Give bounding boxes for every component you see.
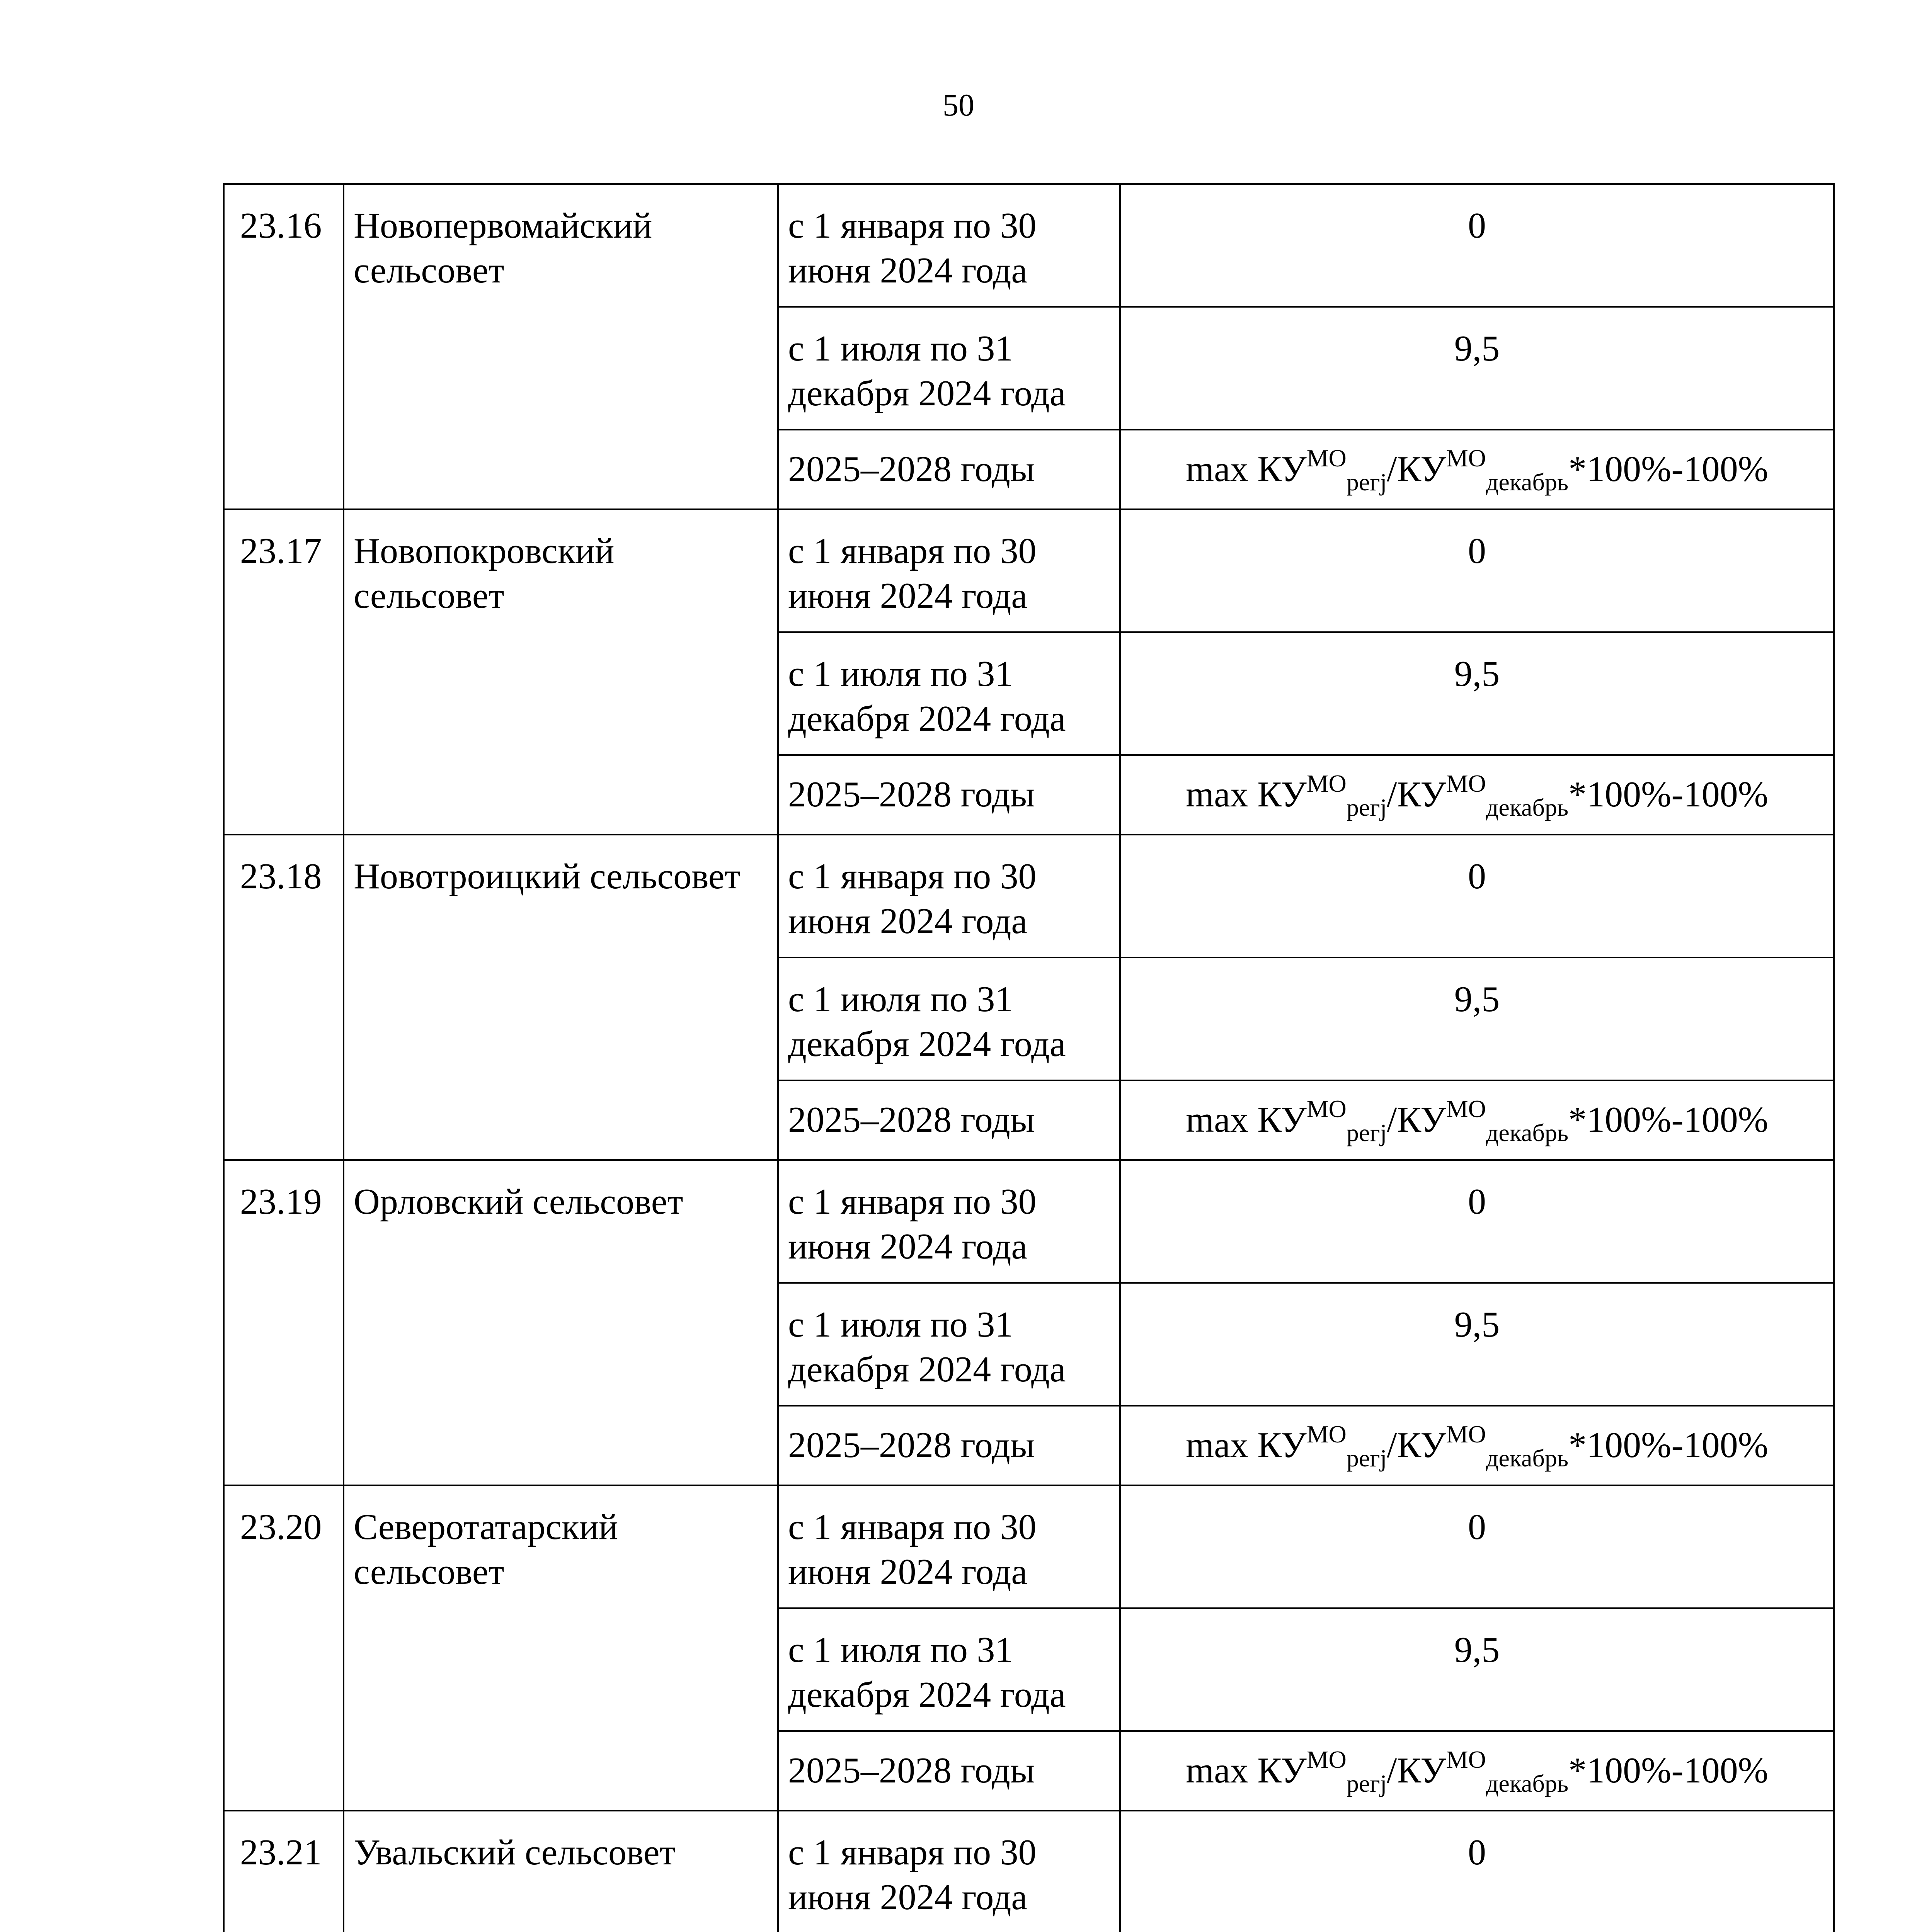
formula-superscript: МО [1306,1420,1347,1448]
formula-subscript: декабрь [1486,1444,1569,1472]
coefficient-value: 0 [1120,509,1834,632]
formula-superscript: МО [1306,1095,1347,1122]
period-label: 2025–2028 годы [778,755,1120,835]
formula-divider: /КУ [1387,1100,1446,1140]
formula-superscript: МО [1446,1420,1486,1448]
coefficient-formula [1120,1406,1834,1485]
row-number: 23.18 [224,835,344,1160]
page-number: 50 [943,87,974,122]
period-label: с 1 января по 30 июня 2024 года [778,1160,1120,1283]
formula-subscript: регj [1346,1444,1387,1472]
settlement-name: Орловский сельсовет [344,1160,778,1485]
table-row [224,1160,1834,1283]
coefficient-value: 9,5 [1120,307,1834,430]
formula-suffix: *100%-100% [1568,1100,1769,1140]
formula-suffix: *100%-100% [1568,774,1769,815]
coefficient-formula [1120,430,1834,509]
table-row [224,509,1834,632]
formula-subscript: декабрь [1486,468,1569,496]
formula-superscript: МО [1446,1095,1486,1122]
coefficient-formula [1120,1080,1834,1160]
table-row [224,1811,1834,1932]
formula-subscript: декабрь [1486,1119,1569,1146]
formula-subscript: регj [1346,1770,1387,1797]
formula-divider: /КУ [1387,774,1446,815]
coefficient-value: 9,5 [1120,632,1834,755]
formula-prefix: max КУ [1185,774,1307,815]
formula-prefix: max КУ [1185,1100,1307,1140]
row-number: 23.16 [224,184,344,509]
settlement-coefficient-table [223,183,1835,1932]
formula-divider: /КУ [1387,1425,1446,1465]
table-row [224,184,1834,307]
formula-superscript: МО [1306,1746,1347,1773]
settlement-name: Новопокровский сельсовет [344,509,778,835]
row-number: 23.21 [224,1811,344,1932]
period-label: с 1 января по 30 июня 2024 года [778,1485,1120,1608]
settlement-name: Северотатарский сельсовет [344,1485,778,1811]
period-label: с 1 июля по 31 декабря 2024 года [778,307,1120,430]
coefficient-value: 9,5 [1120,1608,1834,1731]
period-label: с 1 января по 30 июня 2024 года [778,835,1120,957]
period-label: с 1 января по 30 июня 2024 года [778,184,1120,307]
period-label: с 1 июля по 31 декабря 2024 года [778,957,1120,1080]
table-row [224,835,1834,957]
formula-divider: /КУ [1387,1750,1446,1791]
period-label: с 1 июля по 31 декабря 2024 года [778,1608,1120,1731]
period-label: 2025–2028 годы [778,1080,1120,1160]
formula-superscript: МО [1446,770,1486,797]
table-row [224,1485,1834,1608]
coefficient-value: 0 [1120,184,1834,307]
settlement-name: Новопервомайский сельсовет [344,184,778,509]
coefficient-value: 0 [1120,1811,1834,1932]
row-number: 23.19 [224,1160,344,1485]
formula-superscript: МО [1446,444,1486,472]
formula-superscript: МО [1306,444,1347,472]
coefficient-value: 0 [1120,835,1834,957]
period-label: с 1 января по 30 июня 2024 года [778,1811,1120,1932]
period-label: с 1 января по 30 июня 2024 года [778,509,1120,632]
period-label: с 1 июля по 31 декабря 2024 года [778,1283,1120,1406]
coefficient-formula [1120,755,1834,835]
period-label: 2025–2028 годы [778,1406,1120,1485]
coefficient-value: 9,5 [1120,957,1834,1080]
formula-suffix: *100%-100% [1568,1750,1769,1791]
formula-superscript: МО [1306,770,1347,797]
formula-prefix: max КУ [1185,449,1307,489]
period-label: 2025–2028 годы [778,1731,1120,1811]
coefficient-value: 9,5 [1120,1283,1834,1406]
period-label: 2025–2028 годы [778,430,1120,509]
formula-subscript: регj [1346,1119,1387,1146]
coefficient-value: 0 [1120,1160,1834,1283]
formula-suffix: *100%-100% [1568,449,1769,489]
row-number: 23.17 [224,509,344,835]
formula-subscript: декабрь [1486,794,1569,821]
period-label: с 1 июля по 31 декабря 2024 года [778,632,1120,755]
formula-subscript: декабрь [1486,1770,1569,1797]
formula-divider: /КУ [1387,449,1446,489]
formula-subscript: регj [1346,468,1387,496]
settlement-name: Увальский сельсовет [344,1811,778,1932]
formula-suffix: *100%-100% [1568,1425,1769,1465]
settlement-name: Новотроицкий сельсовет [344,835,778,1160]
formula-superscript: МО [1446,1746,1486,1773]
formula-prefix: max КУ [1185,1750,1307,1791]
row-number: 23.20 [224,1485,344,1811]
coefficient-formula [1120,1731,1834,1811]
coefficient-value: 0 [1120,1485,1834,1608]
formula-subscript: регj [1346,794,1387,821]
formula-prefix: max КУ [1185,1425,1307,1465]
